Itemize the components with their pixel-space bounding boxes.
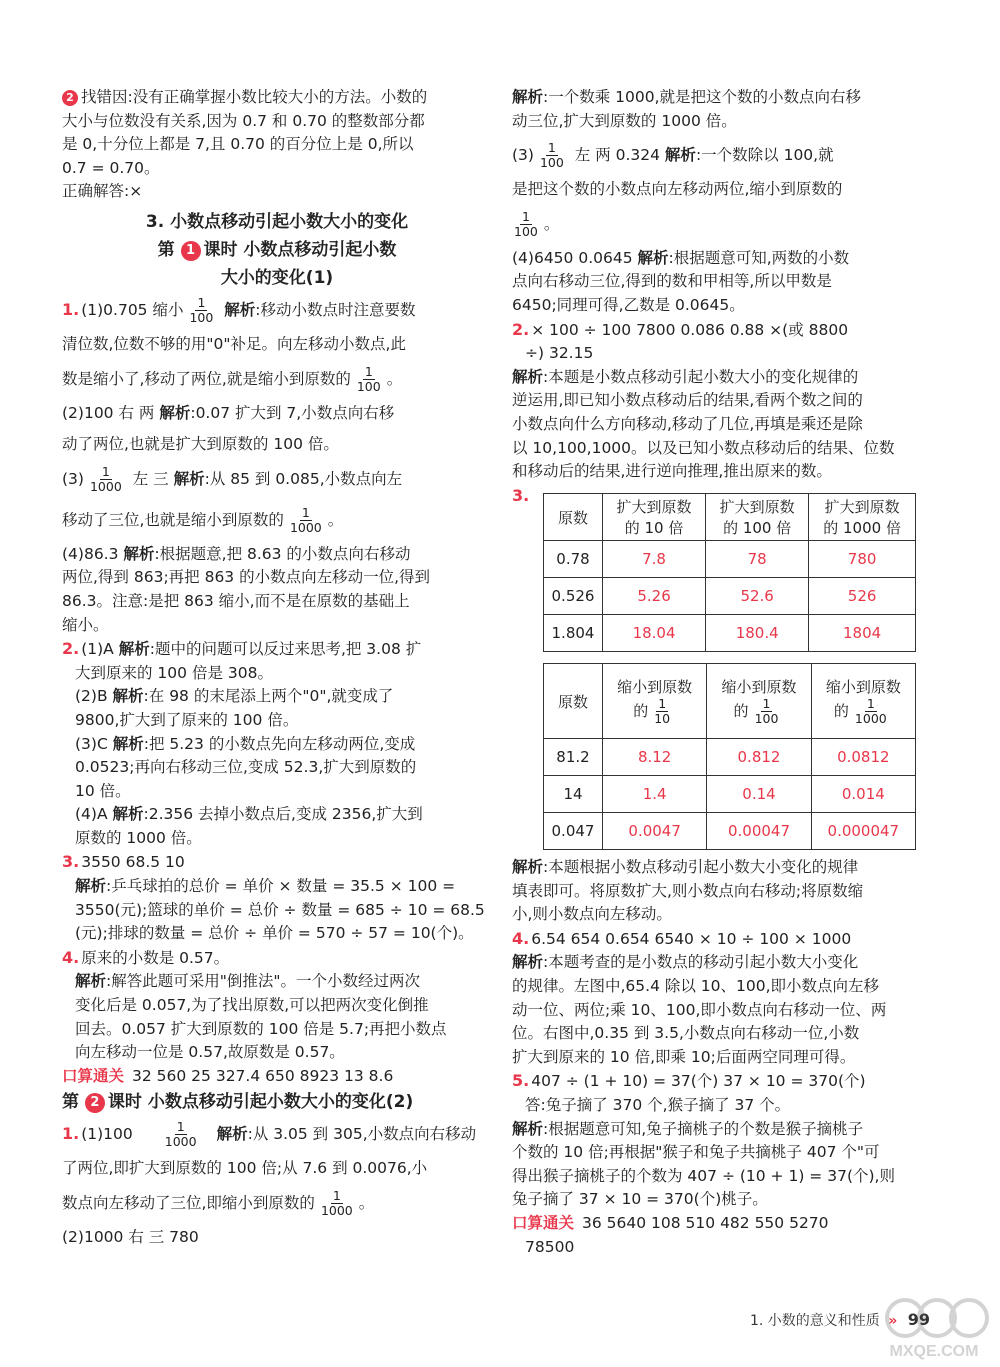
table-cell: 526 <box>809 578 916 615</box>
text-line: 变化后是 0.057,为了找出原数,可以把两次变化倒推 <box>75 996 429 1015</box>
fraction: $\frac{1}{100}$ <box>539 140 564 171</box>
table-cell: 81.2 <box>544 739 603 776</box>
text-line: 向左移动一位是 0.57,故原数是 0.57。 <box>75 1043 345 1062</box>
text-line: 个数的 10 倍;再根据"猴子和兔子共摘桃子 407 个"可 <box>512 1143 880 1162</box>
text-line: 清位数,位数不够的用"0"补足。向左移动小数点,此 <box>62 334 406 353</box>
oral-calc-tag: 口算通关 <box>512 1213 575 1232</box>
fraction: $\frac{1}{1000}$ <box>289 504 322 535</box>
double-arrow-icon: » <box>888 1313 898 1329</box>
text-line: (3) $\frac{1}{1000}$ 左 三 解析:从 85 到 0.085,小数点向左 <box>62 463 403 494</box>
text-line: 0.7 = 0.70。 <box>62 158 160 177</box>
table-cell: 0.00047 <box>707 813 811 850</box>
table-cell: 0.812 <box>707 739 811 776</box>
right-column <box>512 86 932 508</box>
header-cell: 缩小到原数 的 $\frac{1}{10}$ <box>603 664 707 739</box>
text-line: (2)B 解析:在 98 的末尾添上两个"0",就变成了 <box>75 687 394 706</box>
text-line: 10 倍。 <box>75 781 131 800</box>
table-row <box>544 578 916 615</box>
header-cell: 扩大到原数 的 100 倍 <box>706 494 809 541</box>
text-line: (2)100 右 两 解析:0.07 扩大到 7,小数点向右移 <box>62 403 395 422</box>
question-5: 5. 407 ÷ (1 + 10) = 37(个) 37 × 10 = 370(个) <box>512 1071 866 1091</box>
table-cell: 0.014 <box>811 776 915 813</box>
fraction: $\frac{1}{1000}$ <box>164 1119 197 1150</box>
lesson-number-circle: 2 <box>85 1093 105 1113</box>
table-cell: 1.4 <box>603 776 707 813</box>
table-row <box>544 813 916 850</box>
table-cell: 0.0812 <box>811 739 915 776</box>
question-4: 4. 6.54 654 0.654 6540 × 10 ÷ 100 × 1000 <box>512 928 852 948</box>
fraction: $\frac{1}{1000}$ <box>89 463 122 494</box>
lesson-2-title: 第 2 课时 小数点移动引起小数大小的变化(2) <box>62 1092 414 1113</box>
header-cell: 扩大到原数 的 1000 倍 <box>809 494 916 541</box>
text-line: 答:兔子摘了 370 个,猴子摘了 37 个。 <box>525 1095 791 1114</box>
text-line: 两位,得到 863;再把 863 的小数点向左移动一位,得到 <box>62 568 431 587</box>
oral-calc-tag: 口算通关 <box>62 1066 125 1085</box>
header-cell: 原数 <box>544 664 603 739</box>
text-line: 位。右图中,0.35 到 3.5,小数点向右移动一位,小数 <box>512 1024 860 1043</box>
text-line: 小数点向什么方向移动,移动了几位,再填是乘还是除 <box>512 414 863 433</box>
left-column <box>62 86 492 1250</box>
table-cell: 0.526 <box>544 578 603 615</box>
fraction: $\frac{1}{1000}$ <box>320 1188 353 1218</box>
table-cell: 180.4 <box>706 615 809 652</box>
table-cell: 0.78 <box>544 541 603 578</box>
text-line: (2)1000 右 三 780 <box>62 1228 199 1246</box>
expand-table <box>543 493 916 652</box>
text-line: 正确解答:× <box>62 182 143 201</box>
text-line: (元);排球的数量 = 总价 ÷ 单价 = 570 ÷ 57 = 10(个)。 <box>75 924 474 943</box>
lesson-number-circle: 1 <box>181 241 201 261</box>
table-header-row <box>544 494 916 541</box>
text-line: (4)6450 0.0645 解析:根据题意可知,两数的小数 <box>512 248 850 267</box>
fraction: $\frac{1}{100}$ <box>189 294 214 325</box>
text-line: (3)C 解析:把 5.23 的小数点先向左移动两位,变成 <box>75 734 416 753</box>
text-line: 6450;同理可得,乙数是 0.0645。 <box>512 295 745 314</box>
text-line: 解析:根据题意可知,兔子摘桃子的个数是猴子摘桃子 <box>512 1119 864 1138</box>
table-cell: 78 <box>706 541 809 578</box>
page-number: 99 <box>907 1310 931 1329</box>
text-line: 大到原来的 100 倍是 308。 <box>75 663 273 682</box>
text-line: 兔子摘了 37 × 10 = 370(个)桃子。 <box>512 1190 768 1209</box>
text-line: 回去。0.057 扩大到原数的 100 倍是 5.7;再把小数点 <box>75 1019 447 1038</box>
fraction: $\frac{1}{100}$ <box>356 363 381 394</box>
text-line: 的规律。左图中,65.4 除以 10、100,即小数点向左移 <box>512 976 880 995</box>
text-line: (4)86.3 解析:根据题意,把 8.63 的小数点向右移动 <box>62 544 411 563</box>
text-line: 和移动后的结果,进行逆向推理,推出原来的数。 <box>512 462 832 481</box>
oral-calc-line: 口算通关 32 560 25 327.4 650 8923 13 8.6 <box>62 1066 394 1085</box>
text-line: 动三位,扩大到原数的 1000 倍。 <box>512 111 737 130</box>
shrink-table <box>543 663 916 850</box>
table-row <box>544 739 916 776</box>
text-line: 是 0,十分位上都是 7,且 0.70 的百分位上是 0,所以 <box>62 135 414 154</box>
text-line: 了两位,即扩大到原数的 100 倍;从 7.6 到 0.0076,小 <box>62 1159 428 1178</box>
table-row <box>544 776 916 813</box>
table-cell: 18.04 <box>603 615 706 652</box>
text-line: 解析:本题根据小数点移动引起小数大小变化的规律 <box>512 858 859 876</box>
table-cell: 52.6 <box>706 578 809 615</box>
text-line: (4)A 解析:2.356 去掉小数点后,变成 2356,扩大到 <box>75 805 423 824</box>
table-cell: 14 <box>544 776 603 813</box>
text-line: 逆运用,即已知小数点移动后的结果,看两个数之间的 <box>512 391 863 410</box>
table-row <box>544 615 916 652</box>
text-line: 动了两位,也就是扩大到原数的 100 倍。 <box>62 435 339 454</box>
fraction: $\frac{1}{100}$ <box>754 696 779 726</box>
fraction: $\frac{1}{10}$ <box>654 696 671 726</box>
text-line: 动一位、两位;乘 10、100,即小数点向右移动一位、两 <box>512 1000 887 1019</box>
question-2-1: 2. (1)A 解析:题中的问题可以反过来思考,把 3.08 扩 <box>62 639 422 659</box>
header-cell: 扩大到原数 的 10 倍 <box>603 494 706 541</box>
text-line: 解析:解答此题可采用"倒推法"。一个小数经过两次 <box>75 972 420 991</box>
table-cell: 7.8 <box>603 541 706 578</box>
text-line: 解析:乒乓球拍的总价 = 单价 × 数量 = 35.5 × 100 = <box>75 877 456 896</box>
text-line: 数点向左移动了三位,即缩小到原数的 $\frac{1}{1000}$ 。 <box>62 1188 375 1218</box>
question-2: 2. × 100 ÷ 100 7800 0.086 0.88 ×(或 8800 <box>512 319 849 339</box>
question-3: 3. 3550 68.5 10 <box>62 852 185 872</box>
oral-calc-line: 口算通关 36 5640 108 510 482 550 5270 <box>512 1213 829 1232</box>
text-line: 解析:一个数乘 1000,就是把这个数的小数点向右移 <box>512 88 862 106</box>
table-cell: 1.804 <box>544 615 603 652</box>
table-cell: 0.000047 <box>811 813 915 850</box>
text-line: 解析:本题考查的是小数点的移动引起小数大小变化 <box>512 953 859 972</box>
lesson-1-title-cont: 大小的变化(1) <box>220 267 334 288</box>
lesson2-question-1-1: 1. (1)100 $\frac{1}{1000}$ 解析:从 3.05 到 305,小数点向右移动 <box>62 1119 477 1150</box>
table-cell: 0.0047 <box>603 813 707 850</box>
header-cell: 原数 <box>544 494 603 541</box>
question-3-label: 3. <box>512 485 530 505</box>
table-cell: 8.12 <box>603 739 707 776</box>
text-line: 移动了三位,也就是缩小到原数的 $\frac{1}{1000}$ 。 <box>62 504 344 535</box>
header-cell: 缩小到原数 的 $\frac{1}{1000}$ <box>811 664 915 739</box>
question-1-1: 1. (1)0.705 缩小 $\frac{1}{100}$ 解析:移动小数点时注意要数 <box>62 294 416 325</box>
text-line: 大小与位数没有关系,因为 0.7 和 0.70 的整数部分都 <box>62 111 425 130</box>
table-cell: 5.26 <box>603 578 706 615</box>
text-line: 缩小。 <box>62 615 109 634</box>
table-cell: 0.047 <box>544 813 603 850</box>
text-line: (3) $\frac{1}{100}$ 左 两 0.324 解析:一个数除以 100,就 <box>512 140 834 171</box>
header-cell: 缩小到原数 的 $\frac{1}{100}$ <box>707 664 811 739</box>
svg-text:MXQE.COM: MXQE.COM <box>889 1343 979 1360</box>
text-line: 0.0523;再向右移动三位,变成 52.3,扩大到原数的 <box>75 758 417 777</box>
table-cell: 0.14 <box>707 776 811 813</box>
table-cell: 780 <box>809 541 916 578</box>
watermark-logo <box>875 1290 993 1362</box>
text-line: 扩大到原来的 10 倍,即乘 10;后面两空同理可得。 <box>512 1047 856 1066</box>
section-title: 3. 小数点移动引起小数大小的变化 <box>145 211 409 232</box>
fraction: $\frac{1}{100}$ <box>514 208 538 239</box>
table-header-row <box>544 664 916 739</box>
table-row <box>544 541 916 578</box>
text-line: 小,则小数点向左移动。 <box>512 905 672 924</box>
text-line: ÷) 32.15 <box>525 344 594 363</box>
text-line: 3550(元);篮球的单价 = 总价 ÷ 数量 = 685 ÷ 10 = 68.5 <box>75 900 485 919</box>
number-circle-2: 2 <box>62 90 78 106</box>
text-line: 78500 <box>525 1237 575 1256</box>
text-line: 以 10,100,1000。以及已知小数点移动后的结果、位数 <box>512 438 895 457</box>
text-line: 数是缩小了,移动了两位,就是缩小到原数的 $\frac{1}{100}$ 。 <box>62 363 403 394</box>
text-line: 填表即可。将原数扩大,则小数点向右移动;将原数缩 <box>512 881 864 900</box>
chapter-label: 1. 小数的意义和性质 <box>750 1313 880 1329</box>
text-line: 86.3。注意:是把 863 缩小,而不是在原数的基础上 <box>62 591 410 610</box>
fraction: $\frac{1}{1000}$ <box>854 696 887 726</box>
text-line: 解析:本题是小数点移动引起小数大小的变化规律的 <box>512 367 859 386</box>
text-line: 原数的 1000 倍。 <box>75 828 202 847</box>
text-line: 2 找错因:没有正确掌握小数比较大小的方法。小数的 <box>62 86 492 110</box>
text-line: 得出猴子摘桃子的个数为 407 ÷ (10 + 1) = 37(个),则 <box>512 1166 895 1185</box>
text-line: 是把这个数的小数点向左移动两位,缩小到原数的 <box>512 180 843 199</box>
text-line: 9800,扩大到了原来的 100 倍。 <box>75 710 299 729</box>
right-column-lower <box>512 856 932 1259</box>
text-line: 点向右移动三位,得到的数和甲相等,所以甲数是 <box>512 272 832 291</box>
table-cell: 1804 <box>809 615 916 652</box>
question-4: 4. 原来的小数是 0.57。 <box>62 947 230 967</box>
lesson-1-title: 第 1 课时 小数点移动引起小数 <box>157 239 397 260</box>
text-line: $\frac{1}{100}$ 。 <box>514 208 560 239</box>
